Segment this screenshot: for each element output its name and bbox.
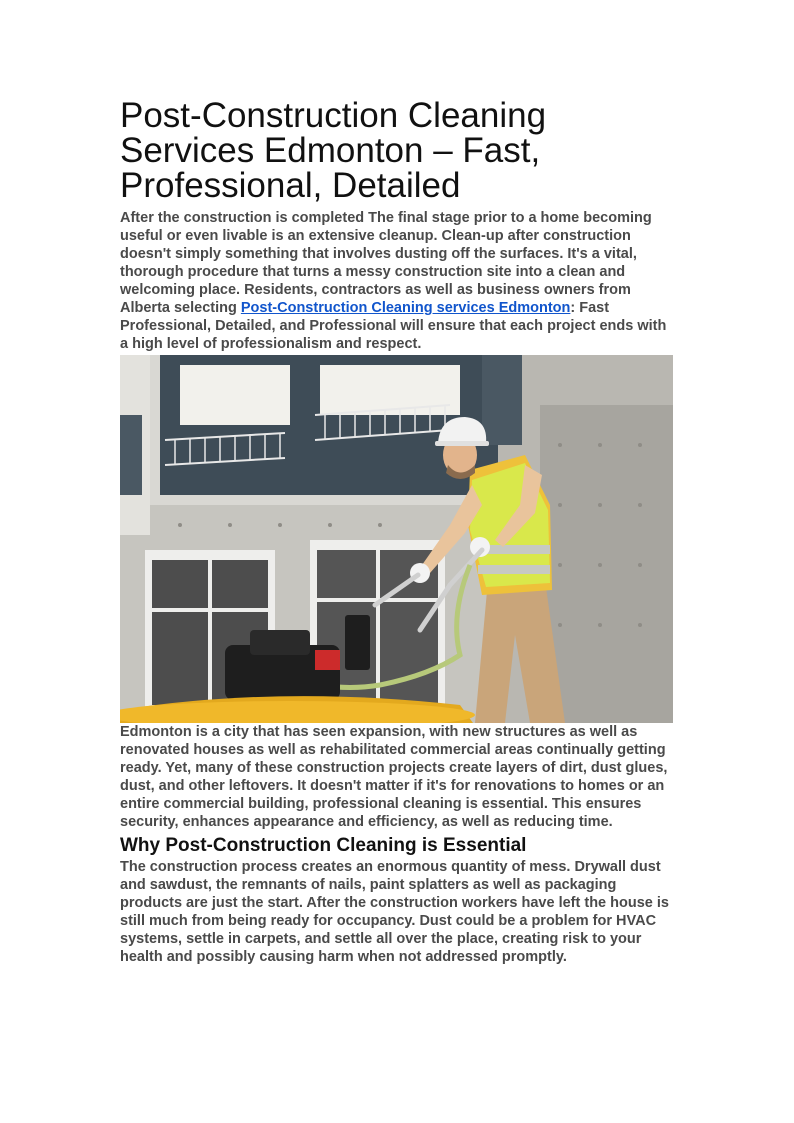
intro-paragraph <box>120 209 676 353</box>
essential-paragraph: The construction process creates an enormous quantity of mess. Drywall dust and sawdust, the remnants of nails, paint splatters as well as packaging products are just the start. After the construction workers have left the house is still much from being ready for occupancy. Dust could be a problem for HVAC systems, settle in carpets, and settle all over the place, creating risk to your health and possibly causing harm when not addressed promptly. <box>120 859 669 965</box>
edmonton-paragraph: Edmonton is a city that has seen expansion, with new structures as well as renovated houses as well as rehabilitated commercial areas continually getting ready. Yet, many of these construction projects create layers of dirt, dust glues, dust, and other leftovers. It doesn't matter if it's for renovations to homes or an entire commercial building, professional cleaning is essential. This ensures security, enhances appearance and efficiency, as well as reducing time. <box>120 724 668 830</box>
section-heading: Why Post-Construction Cleaning is Essential <box>120 835 527 856</box>
document-page <box>120 98 676 966</box>
intro-text-after-link: : Fast Professional, Detailed, and Professional will ensure that each project ends with a high level of professionalism and respect. <box>120 300 667 352</box>
worker-cleaning-photo <box>120 355 673 723</box>
intro-text-before-link: After the construction is completed The final stage prior to a home becoming useful or even livable is an extensive cleanup. Clean-up after construction doesn't simply something that involves dusting off the surfaces. It's a vital, thorough procedure that turns a messy construction site into a clean and welcoming place. Residents, contractors as well as business owners from Alberta selecting <box>120 210 652 316</box>
page-title: Post-Construction Cleaning Services Edmonton – Fast, Professional, Detailed <box>120 96 547 205</box>
service-link[interactable]: Post-Construction Cleaning services Edmonton <box>240 300 571 316</box>
